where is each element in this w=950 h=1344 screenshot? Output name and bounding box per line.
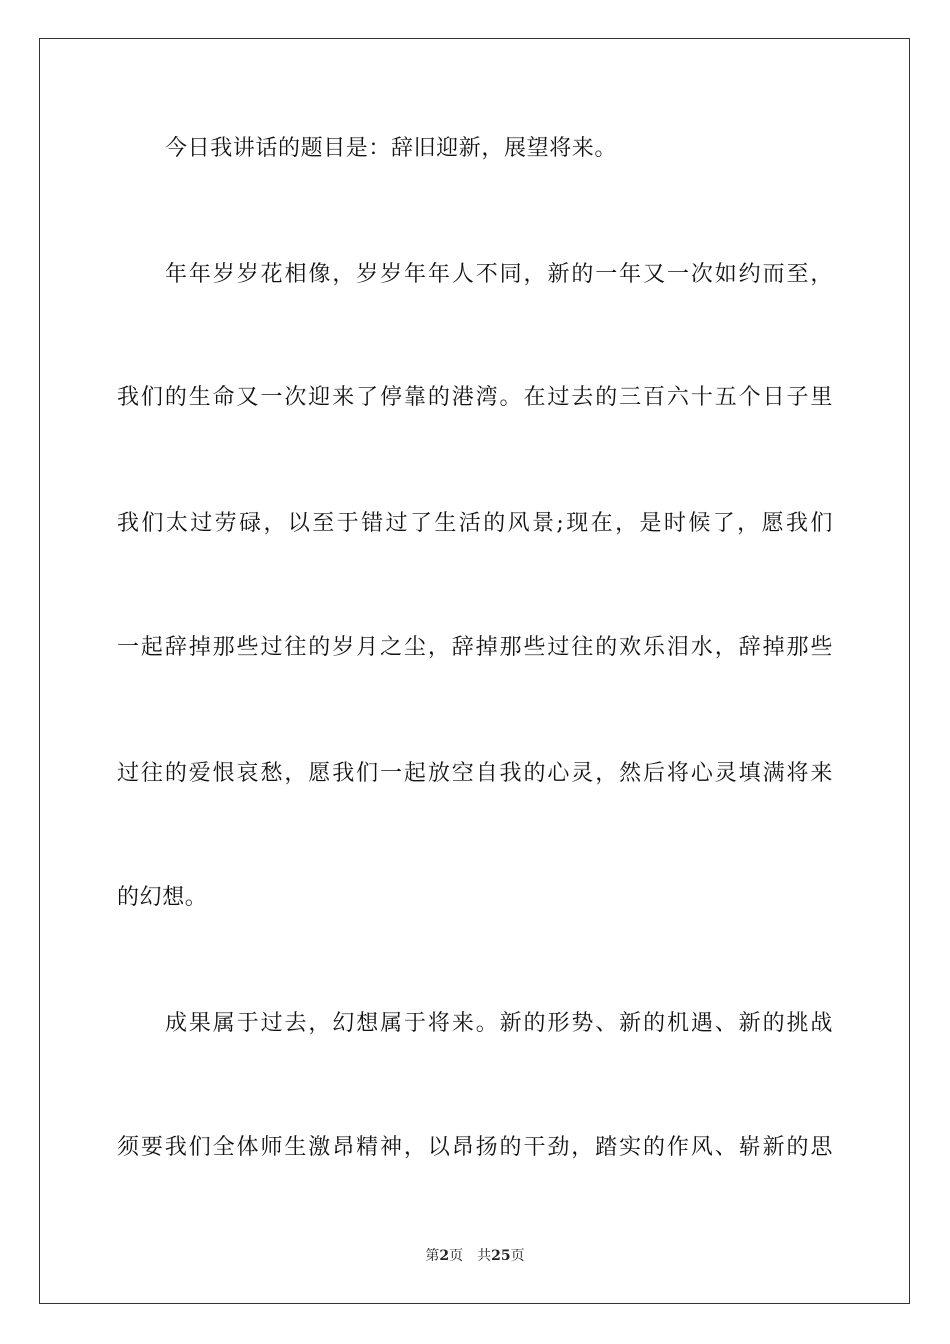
paragraph-line: 我们的生命又一次迎来了停靠的港湾。在过去的三百六十五个日子里	[117, 385, 833, 410]
paragraph-line: 须要我们全体师生激昂精神，以昂扬的干劲，踏实的作风、崭新的思	[117, 1135, 833, 1160]
paragraph-line: 的幻想。	[117, 885, 208, 910]
page-frame	[39, 38, 910, 1304]
paragraph-line: 成果属于过去，幻想属于将来。新的形势、新的机遇、新的挑战	[165, 1011, 833, 1036]
paragraph-line: 我们太过劳碌，以至于错过了生活的风景;现在，是时候了，愿我们	[117, 511, 833, 536]
paragraph-line: 今日我讲话的题目是：辞旧迎新，展望将来。	[165, 136, 618, 161]
page-suffix: 页	[449, 1248, 464, 1264]
page-prefix: 第	[425, 1248, 440, 1264]
total-suffix: 页	[510, 1248, 525, 1264]
page-footer	[0, 1246, 950, 1266]
page-number: 2	[439, 1248, 450, 1264]
paragraph-line: 一起辞掉那些过往的岁月之尘，辞掉那些过往的欢乐泪水，辞掉那些	[117, 635, 833, 660]
total-prefix: 共	[477, 1248, 492, 1264]
paragraph-line: 过往的爱恨哀愁，愿我们一起放空自我的心灵，然后将心灵填满将来	[117, 761, 833, 786]
total-pages: 25	[491, 1248, 511, 1264]
paragraph-line: 年年岁岁花相像，岁岁年年人不同，新的一年又一次如约而至，	[165, 262, 833, 287]
